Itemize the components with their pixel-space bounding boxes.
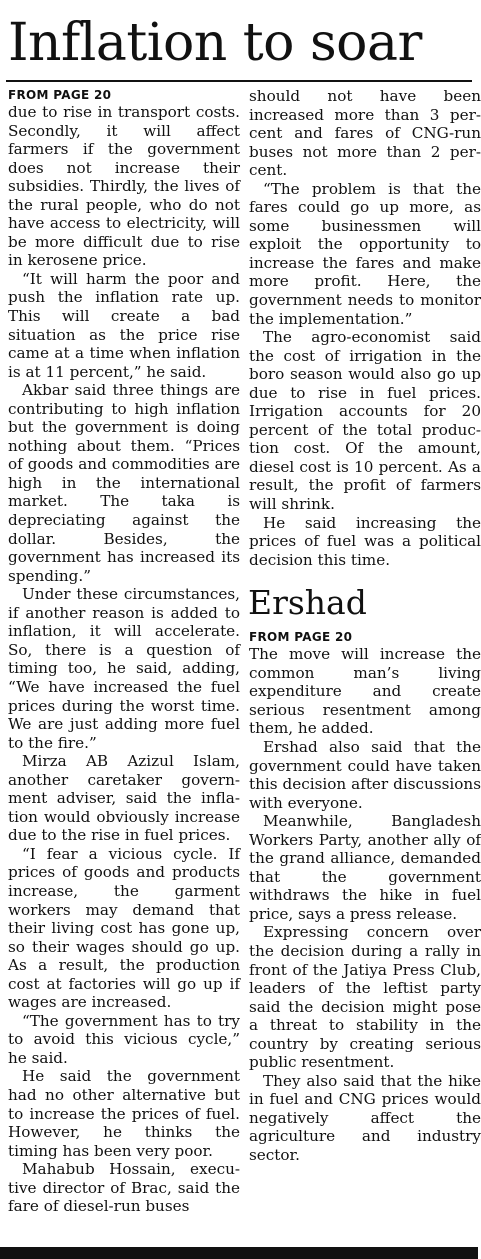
body-paragraph: Mahabub Hossain, executive director of Brac, said the fare of diesel-run buses [8, 1160, 240, 1216]
body-paragraph: He said the government had no other alternative but to increase the prices of fuel. However, he thinks the timing has been very poor. [8, 1067, 240, 1160]
story2-kicker: FROM PAGE 20 [249, 630, 353, 645]
body-paragraph: The agro-economist said the cost of irrigation in the boro season would also go up due to rise in fuel prices. Irrigation accounts for 20 percent of the total production cost. Of the amount, diesel cost is 10 percent. As a result, the profit of farmers will shrink. [249, 328, 481, 514]
body-paragraph: He said increasing the prices of fuel was a political decision this time. [249, 513, 481, 569]
body-paragraph: should not have been increased more than 3 percent and fares of CNG-run buses not more than 2 percent. [249, 87, 481, 180]
body-paragraph: “I fear a vicious cycle. If prices of goods and products increase, the garment workers may demand that their living cost has gone up, so their wages should go up. As a result, the production cost at factories will go up if wages are increased. [8, 844, 240, 1012]
body-paragraph: “The government has to try to avoid this vicious cycle,” he said. [8, 1011, 240, 1067]
story2-headline: Ershad [248, 583, 367, 623]
body-paragraph: The move will increase the common man’s living expenditure and create serious resentment among them, he added. [249, 645, 481, 738]
body-paragraph: “It will harm the poor and push the inflation rate up. This will create a bad situation as the price rise came at a time when inflation is at 11 percent,” he said. [8, 269, 240, 381]
right-column [249, 87, 481, 1165]
body-paragraph: Expressing concern over the decision during a rally in front of the Jatiya Press Club, leaders of the leftist party said the decision might pose a threat to stability in the country by creating serious public resentment. [249, 923, 481, 1072]
body-paragraph: Under these circumstances, if another reason is added to inflation, it will accelerate. So, there is a question of timing too, he said, adding, “We have increased the fuel prices during the worst time. We are just adding more fuel to the fire.” [8, 585, 240, 752]
left-column [8, 87, 240, 1216]
body-paragraph: due to rise in transport costs. Secondly, it will affect farmers if the government does not increase their subsidies. Thirdly, the lives of the rural people, who do not have access to electricity, will be more difficult due to rise in kerosene price. [8, 103, 240, 270]
body-paragraph: Meanwhile, Bangladesh Workers Party, another ally of the grand alliance, demanded that the government withdraws the hike in fuel price, says a press release. [249, 812, 481, 923]
story1-kicker: FROM PAGE 20 [8, 88, 112, 102]
body-paragraph: Akbar said three things are contributing to high inflation but the government is doing nothing about them. “Prices of goods and commodities are high in the international market. The taka is depreciating against the dollar. Besides, the government has increased its spending.” [8, 381, 240, 585]
body-paragraph: Ershad also said that the government could have taken this decision after discussions with everyone. [249, 737, 481, 812]
body-paragraph: Mirza AB Azizul Islam, another caretaker government adviser, said the inflation would obviously increase due to the rise in fuel prices. [8, 752, 240, 845]
bottom-rule [0, 1247, 478, 1259]
headline-rule [6, 80, 472, 82]
body-paragraph: They also said that the hike in fuel and CNG prices would negatively affect the agriculture and industry sector. [249, 1071, 481, 1164]
body-paragraph: “The problem is that the fares could go up more, as some businessmen will exploit the opportunity to increase the fares and make more profit. Here, the government needs to monitor the implementation.” [249, 179, 481, 328]
page-headline: Inflation to soar [8, 13, 422, 73]
